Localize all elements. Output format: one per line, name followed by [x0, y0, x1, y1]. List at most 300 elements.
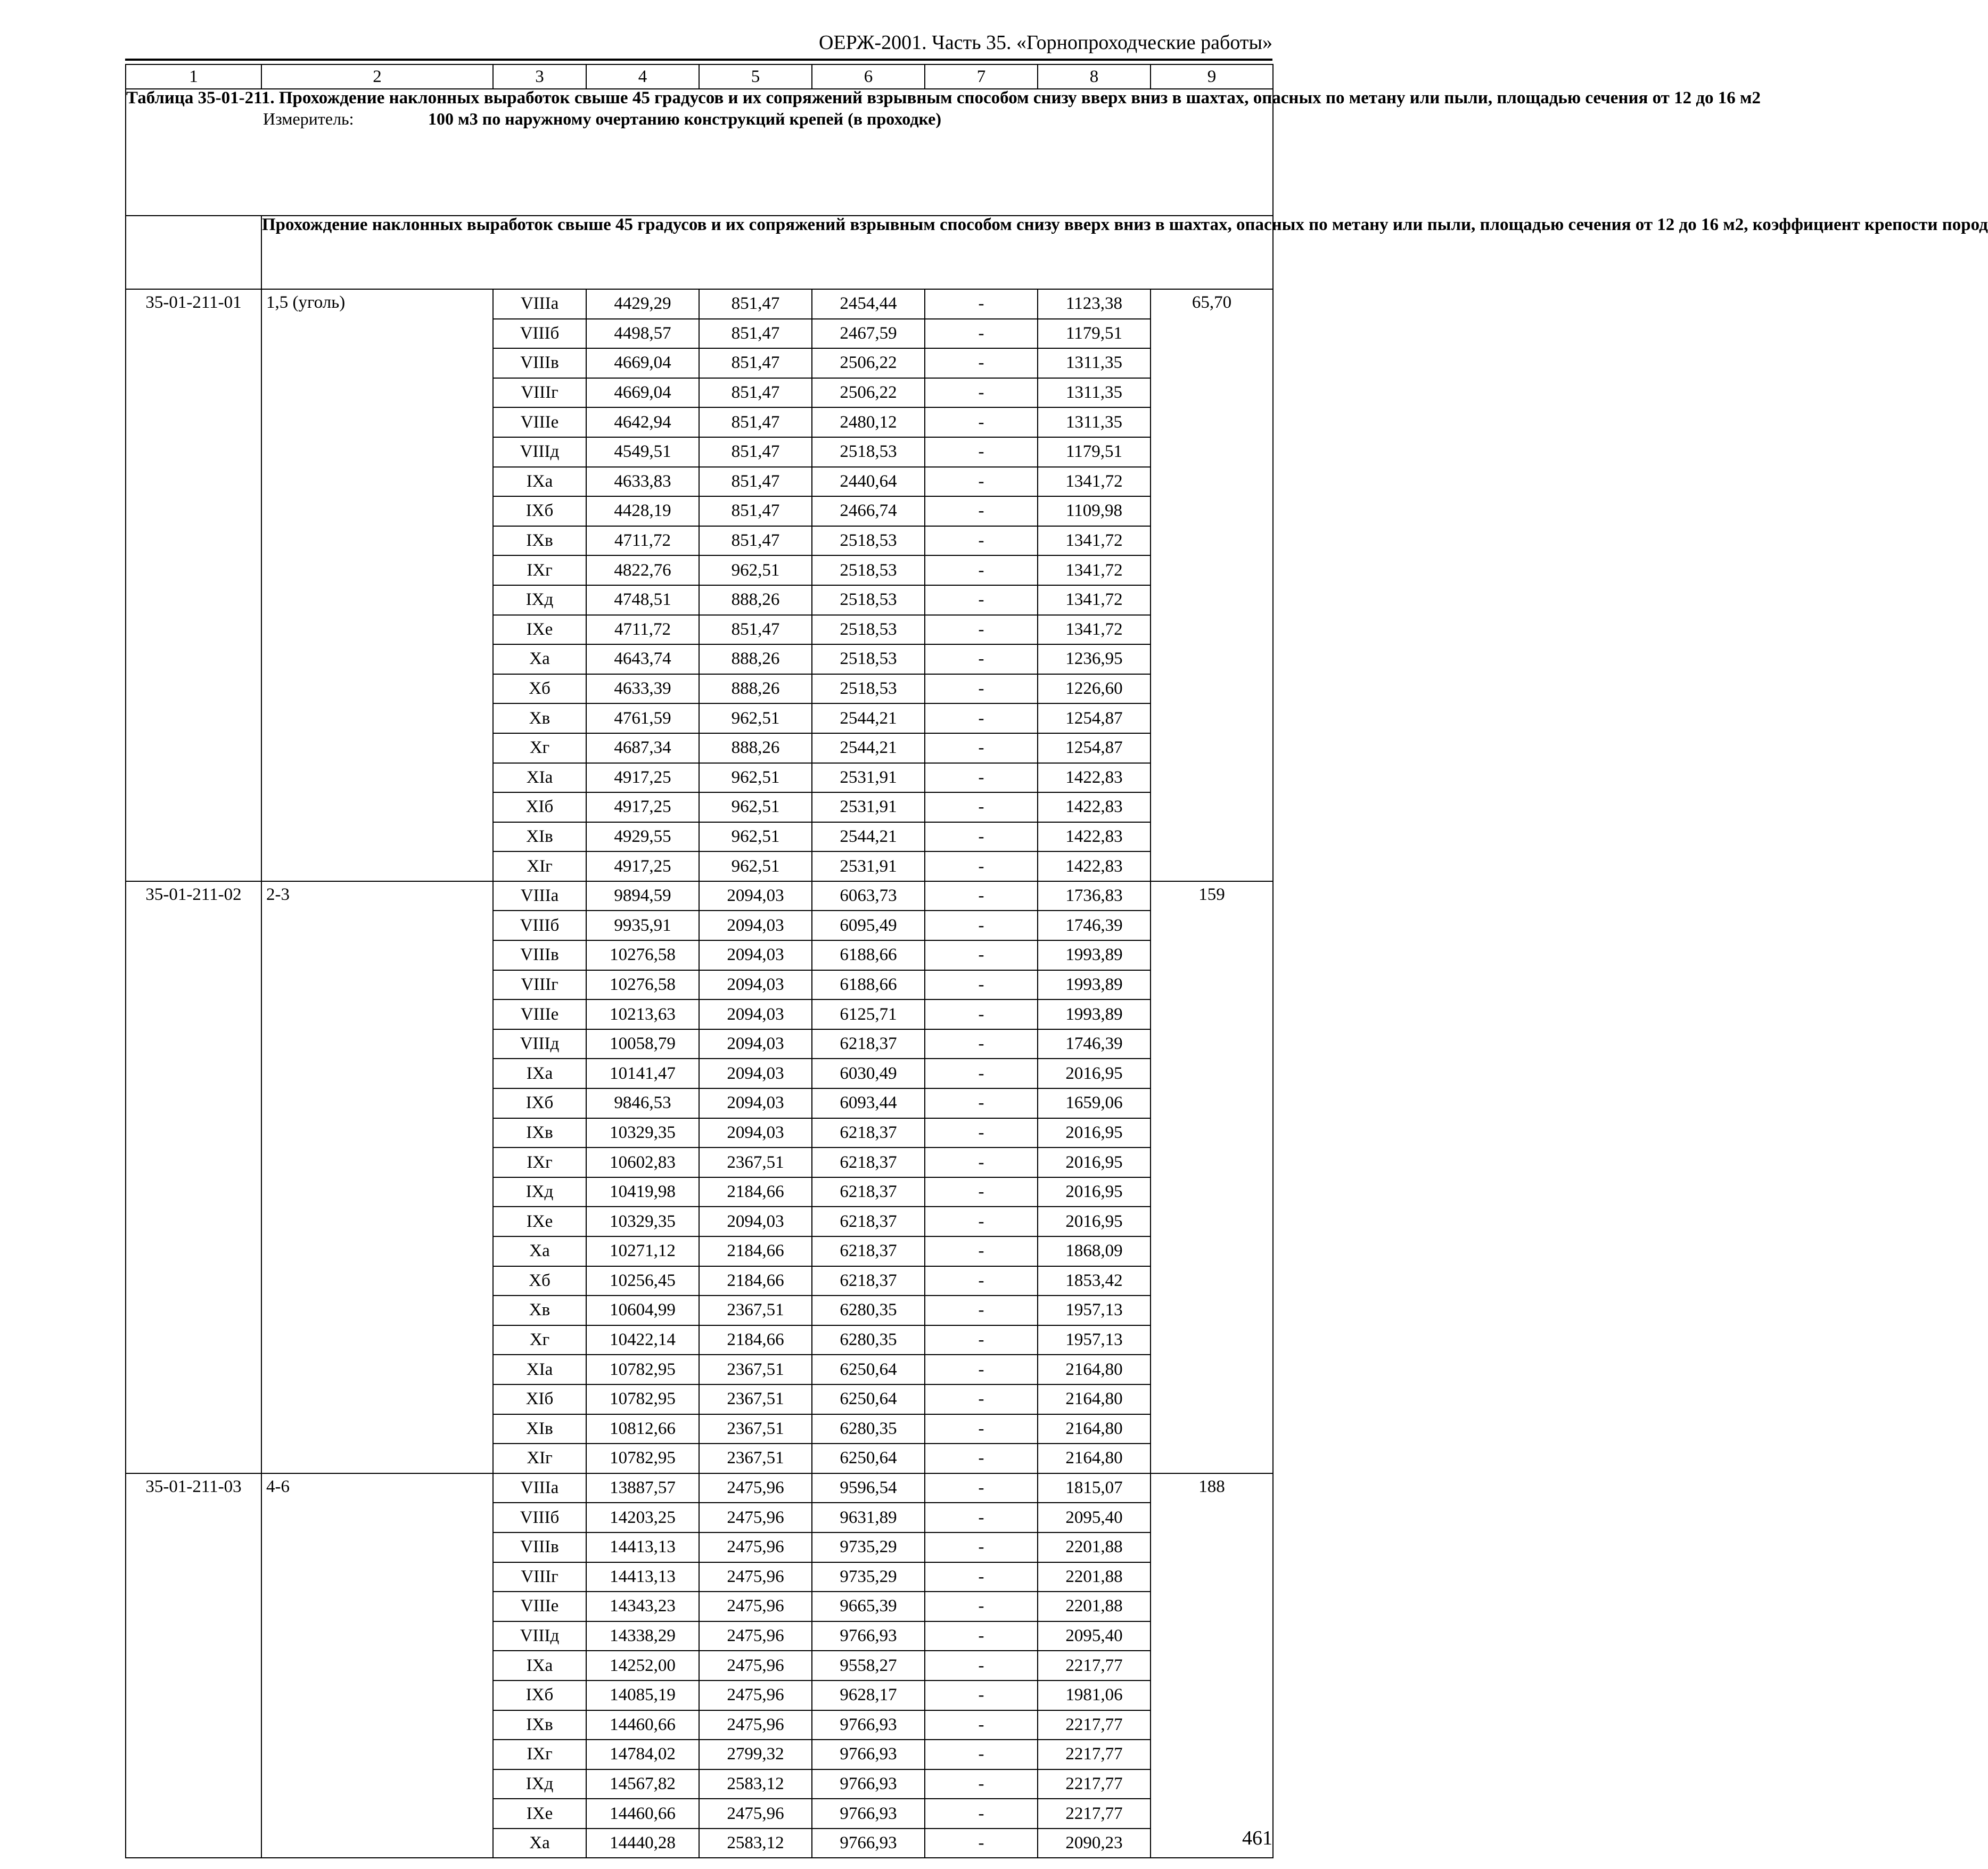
- total-cost-cell: 10419,98: [586, 1177, 699, 1207]
- table-row: [126, 1473, 1273, 1503]
- materials-cost-cell: 1736,83: [1038, 881, 1151, 911]
- materials-cost-cell: 2217,77: [1038, 1710, 1151, 1740]
- total-cost-cell: 14440,28: [586, 1829, 699, 1858]
- materials-cost-cell: 2164,80: [1038, 1355, 1151, 1384]
- total-cost-cell: 10329,35: [586, 1207, 699, 1236]
- column-number: 3: [493, 64, 586, 89]
- materials-cost-cell: 2164,80: [1038, 1414, 1151, 1444]
- labor-cost-cell: 2367,51: [699, 1444, 812, 1473]
- driver-wage-cell: -: [925, 851, 1038, 881]
- column-number: 8: [1038, 64, 1151, 89]
- labor-cost-cell: 962,51: [699, 851, 812, 881]
- machine-cost-cell: 9596,54: [812, 1473, 925, 1503]
- total-cost-cell: 4687,34: [586, 733, 699, 763]
- labor-cost-cell: 851,47: [699, 407, 812, 437]
- section-type-cell: VIIIв: [493, 1532, 586, 1562]
- section-type-cell: XIб: [493, 792, 586, 822]
- driver-wage-cell: -: [925, 1355, 1038, 1384]
- norm-code-cell: 35-01-211-02: [126, 881, 261, 1473]
- machine-cost-cell: 2544,21: [812, 822, 925, 852]
- materials-cost-cell: 1993,89: [1038, 999, 1151, 1029]
- driver-wage-cell: -: [925, 1177, 1038, 1207]
- table-title-row: [126, 89, 1273, 216]
- total-cost-cell: 10276,58: [586, 970, 699, 1000]
- labor-cost-cell: 2583,12: [699, 1829, 812, 1858]
- labor-cost-cell: 888,26: [699, 733, 812, 763]
- materials-cost-cell: 1422,83: [1038, 792, 1151, 822]
- materials-cost-cell: 1659,06: [1038, 1088, 1151, 1118]
- total-cost-cell: 10141,47: [586, 1059, 699, 1088]
- materials-cost-cell: 2090,23: [1038, 1829, 1151, 1858]
- norm-code-cell: 35-01-211-03: [126, 1473, 261, 1858]
- materials-cost-cell: 2217,77: [1038, 1651, 1151, 1681]
- labor-cost-cell: 851,47: [699, 526, 812, 556]
- materials-cost-cell: 2201,88: [1038, 1592, 1151, 1621]
- column9-value-cell: 65,70: [1151, 289, 1273, 881]
- total-cost-cell: 4917,25: [586, 792, 699, 822]
- labor-cost-cell: 2475,96: [699, 1681, 812, 1710]
- materials-cost-cell: 1311,35: [1038, 378, 1151, 408]
- machine-cost-cell: 6093,44: [812, 1088, 925, 1118]
- labor-cost-cell: 962,51: [699, 763, 812, 793]
- driver-wage-cell: -: [925, 674, 1038, 704]
- machine-cost-cell: 2544,21: [812, 733, 925, 763]
- materials-cost-cell: 1123,38: [1038, 289, 1151, 319]
- machine-cost-cell: 9766,93: [812, 1710, 925, 1740]
- total-cost-cell: 4643,74: [586, 644, 699, 674]
- driver-wage-cell: -: [925, 1473, 1038, 1503]
- driver-wage-cell: -: [925, 999, 1038, 1029]
- machine-cost-cell: 6280,35: [812, 1296, 925, 1325]
- total-cost-cell: 10256,45: [586, 1266, 699, 1296]
- section-type-cell: IXд: [493, 585, 586, 615]
- materials-cost-cell: 2217,77: [1038, 1769, 1151, 1799]
- driver-wage-cell: -: [925, 703, 1038, 733]
- materials-cost-cell: 1179,51: [1038, 437, 1151, 467]
- machine-cost-cell: 2518,53: [812, 674, 925, 704]
- driver-wage-cell: -: [925, 1799, 1038, 1829]
- section-type-cell: IXа: [493, 1059, 586, 1088]
- machine-cost-cell: 6063,73: [812, 881, 925, 911]
- materials-cost-cell: 2016,95: [1038, 1207, 1151, 1236]
- driver-wage-cell: -: [925, 1059, 1038, 1088]
- section-type-cell: IXа: [493, 1651, 586, 1681]
- column-number-row: [126, 64, 1273, 89]
- total-cost-cell: 14203,25: [586, 1503, 699, 1532]
- labor-cost-cell: 851,47: [699, 319, 812, 349]
- section-type-cell: VIIIб: [493, 1503, 586, 1532]
- total-cost-cell: 10422,14: [586, 1325, 699, 1355]
- materials-cost-cell: 1341,72: [1038, 555, 1151, 585]
- driver-wage-cell: -: [925, 1266, 1038, 1296]
- driver-wage-cell: -: [925, 526, 1038, 556]
- driver-wage-cell: -: [925, 1829, 1038, 1858]
- materials-cost-cell: 1422,83: [1038, 822, 1151, 852]
- labor-cost-cell: 2184,66: [699, 1325, 812, 1355]
- machine-cost-cell: 6030,49: [812, 1059, 925, 1088]
- labor-cost-cell: 2184,66: [699, 1177, 812, 1207]
- labor-cost-cell: 2184,66: [699, 1266, 812, 1296]
- materials-cost-cell: 1311,35: [1038, 348, 1151, 378]
- machine-cost-cell: 2518,53: [812, 526, 925, 556]
- machine-cost-cell: 6280,35: [812, 1325, 925, 1355]
- section-type-cell: VIIIд: [493, 437, 586, 467]
- labor-cost-cell: 2475,96: [699, 1592, 812, 1621]
- total-cost-cell: 4633,83: [586, 467, 699, 497]
- total-cost-cell: 10782,95: [586, 1444, 699, 1473]
- machine-cost-cell: 9735,29: [812, 1532, 925, 1562]
- materials-cost-cell: 1868,09: [1038, 1236, 1151, 1266]
- machine-cost-cell: 6250,64: [812, 1444, 925, 1473]
- section-type-cell: VIIIд: [493, 1621, 586, 1651]
- column9-value-cell: 159: [1151, 881, 1273, 1473]
- driver-wage-cell: -: [925, 1296, 1038, 1325]
- materials-cost-cell: 2016,95: [1038, 1118, 1151, 1148]
- total-cost-cell: 14252,00: [586, 1651, 699, 1681]
- section-type-cell: IXе: [493, 1799, 586, 1829]
- driver-wage-cell: -: [925, 378, 1038, 408]
- driver-wage-cell: -: [925, 585, 1038, 615]
- materials-cost-cell: 1422,83: [1038, 763, 1151, 793]
- driver-wage-cell: -: [925, 1651, 1038, 1681]
- total-cost-cell: 4642,94: [586, 407, 699, 437]
- driver-wage-cell: -: [925, 319, 1038, 349]
- section-type-cell: XIб: [493, 1384, 586, 1414]
- section-type-cell: IXв: [493, 1710, 586, 1740]
- materials-cost-cell: 2016,95: [1038, 1059, 1151, 1088]
- column-number: 5: [699, 64, 812, 89]
- machine-cost-cell: 2467,59: [812, 319, 925, 349]
- labor-cost-cell: 2094,03: [699, 1088, 812, 1118]
- machine-cost-cell: 6218,37: [812, 1118, 925, 1148]
- total-cost-cell: 14085,19: [586, 1681, 699, 1710]
- driver-wage-cell: -: [925, 1147, 1038, 1177]
- labor-cost-cell: 851,47: [699, 289, 812, 319]
- total-cost-cell: 14413,13: [586, 1532, 699, 1562]
- materials-cost-cell: 1341,72: [1038, 526, 1151, 556]
- section-type-cell: XIг: [493, 851, 586, 881]
- total-cost-cell: 14413,13: [586, 1562, 699, 1592]
- materials-cost-cell: 1254,87: [1038, 703, 1151, 733]
- column-number: 7: [925, 64, 1038, 89]
- section-description-row: [126, 216, 1273, 289]
- materials-cost-cell: 1853,42: [1038, 1266, 1151, 1296]
- materials-cost-cell: 1311,35: [1038, 407, 1151, 437]
- labor-cost-cell: 851,47: [699, 348, 812, 378]
- total-cost-cell: 14567,82: [586, 1769, 699, 1799]
- machine-cost-cell: 2440,64: [812, 467, 925, 497]
- labor-cost-cell: 888,26: [699, 585, 812, 615]
- labor-cost-cell: 888,26: [699, 644, 812, 674]
- materials-cost-cell: 2217,77: [1038, 1740, 1151, 1769]
- materials-cost-cell: 1993,89: [1038, 970, 1151, 1000]
- total-cost-cell: 4428,19: [586, 496, 699, 526]
- section-type-cell: Xа: [493, 644, 586, 674]
- driver-wage-cell: -: [925, 1414, 1038, 1444]
- materials-cost-cell: 2095,40: [1038, 1621, 1151, 1651]
- section-type-cell: VIIIа: [493, 1473, 586, 1503]
- materials-cost-cell: 1226,60: [1038, 674, 1151, 704]
- labor-cost-cell: 2094,03: [699, 970, 812, 1000]
- section-type-cell: VIIIд: [493, 1029, 586, 1059]
- labor-cost-cell: 2475,96: [699, 1799, 812, 1829]
- driver-wage-cell: -: [925, 555, 1038, 585]
- driver-wage-cell: -: [925, 1769, 1038, 1799]
- materials-cost-cell: 1815,07: [1038, 1473, 1151, 1503]
- machine-cost-cell: 6218,37: [812, 1147, 925, 1177]
- materials-cost-cell: 1179,51: [1038, 319, 1151, 349]
- labor-cost-cell: 2094,03: [699, 1118, 812, 1148]
- materials-cost-cell: 1422,83: [1038, 851, 1151, 881]
- machine-cost-cell: 6250,64: [812, 1355, 925, 1384]
- machine-cost-cell: 9766,93: [812, 1829, 925, 1858]
- total-cost-cell: 4761,59: [586, 703, 699, 733]
- section-type-cell: VIIIг: [493, 970, 586, 1000]
- driver-wage-cell: -: [925, 881, 1038, 911]
- machine-cost-cell: 9665,39: [812, 1592, 925, 1621]
- labor-cost-cell: 2475,96: [699, 1503, 812, 1532]
- section-type-cell: VIIIе: [493, 407, 586, 437]
- column-number: 6: [812, 64, 925, 89]
- labor-cost-cell: 2367,51: [699, 1296, 812, 1325]
- labor-cost-cell: 2094,03: [699, 911, 812, 940]
- labor-cost-cell: 2094,03: [699, 940, 812, 970]
- machine-cost-cell: 9766,93: [812, 1799, 925, 1829]
- driver-wage-cell: -: [925, 911, 1038, 940]
- materials-cost-cell: 2016,95: [1038, 1147, 1151, 1177]
- materials-cost-cell: 1341,72: [1038, 615, 1151, 645]
- header-rule: [125, 59, 1272, 61]
- machine-cost-cell: 2518,53: [812, 437, 925, 467]
- labor-cost-cell: 2367,51: [699, 1355, 812, 1384]
- total-cost-cell: 10602,83: [586, 1147, 699, 1177]
- materials-cost-cell: 1341,72: [1038, 467, 1151, 497]
- machine-cost-cell: 2518,53: [812, 644, 925, 674]
- driver-wage-cell: -: [925, 1325, 1038, 1355]
- driver-wage-cell: -: [925, 1503, 1038, 1532]
- section-type-cell: Xв: [493, 703, 586, 733]
- total-cost-cell: 9935,91: [586, 911, 699, 940]
- section-type-cell: IXг: [493, 1740, 586, 1769]
- driver-wage-cell: -: [925, 970, 1038, 1000]
- machine-cost-cell: 6188,66: [812, 970, 925, 1000]
- labor-cost-cell: 888,26: [699, 674, 812, 704]
- section-type-cell: Xв: [493, 1296, 586, 1325]
- total-cost-cell: 4429,29: [586, 289, 699, 319]
- materials-cost-cell: 2164,80: [1038, 1444, 1151, 1473]
- section-type-cell: Xг: [493, 733, 586, 763]
- driver-wage-cell: -: [925, 1710, 1038, 1740]
- driver-wage-cell: -: [925, 1207, 1038, 1236]
- section-type-cell: Xб: [493, 1266, 586, 1296]
- machine-cost-cell: 2531,91: [812, 792, 925, 822]
- measure-line: [126, 108, 1272, 129]
- labor-cost-cell: 2367,51: [699, 1414, 812, 1444]
- driver-wage-cell: -: [925, 1029, 1038, 1059]
- labor-cost-cell: 2475,96: [699, 1562, 812, 1592]
- materials-cost-cell: 1981,06: [1038, 1681, 1151, 1710]
- section-type-cell: IXб: [493, 496, 586, 526]
- section-type-cell: VIIIг: [493, 378, 586, 408]
- total-cost-cell: 4711,72: [586, 526, 699, 556]
- machine-cost-cell: 2480,12: [812, 407, 925, 437]
- driver-wage-cell: -: [925, 407, 1038, 437]
- measure-value: 100 м3 по наружному очертанию конструкций крепей (в проходке): [428, 109, 942, 128]
- section-type-cell: IXв: [493, 1118, 586, 1148]
- total-cost-cell: 10782,95: [586, 1384, 699, 1414]
- machine-cost-cell: 6250,64: [812, 1384, 925, 1414]
- section-type-cell: Xа: [493, 1236, 586, 1266]
- driver-wage-cell: -: [925, 1236, 1038, 1266]
- machine-cost-cell: 9766,93: [812, 1621, 925, 1651]
- section-type-cell: VIIIе: [493, 1592, 586, 1621]
- driver-wage-cell: -: [925, 1384, 1038, 1414]
- labor-cost-cell: 2367,51: [699, 1147, 812, 1177]
- section-type-cell: XIг: [493, 1444, 586, 1473]
- total-cost-cell: 4549,51: [586, 437, 699, 467]
- section-type-cell: IXг: [493, 555, 586, 585]
- total-cost-cell: 4917,25: [586, 763, 699, 793]
- driver-wage-cell: -: [925, 644, 1038, 674]
- machine-cost-cell: 6125,71: [812, 999, 925, 1029]
- rock-strength-cell: 1,5 (уголь): [261, 289, 493, 881]
- labor-cost-cell: 2799,32: [699, 1740, 812, 1769]
- machine-cost-cell: 6218,37: [812, 1177, 925, 1207]
- labor-cost-cell: 2367,51: [699, 1384, 812, 1414]
- labor-cost-cell: 2475,96: [699, 1532, 812, 1562]
- section-type-cell: IXд: [493, 1177, 586, 1207]
- total-cost-cell: 4711,72: [586, 615, 699, 645]
- materials-cost-cell: 2016,95: [1038, 1177, 1151, 1207]
- section-type-cell: XIа: [493, 1355, 586, 1384]
- section-type-cell: IXг: [493, 1147, 586, 1177]
- labor-cost-cell: 851,47: [699, 615, 812, 645]
- labor-cost-cell: 2094,03: [699, 999, 812, 1029]
- machine-cost-cell: 9558,27: [812, 1651, 925, 1681]
- labor-cost-cell: 2583,12: [699, 1769, 812, 1799]
- machine-cost-cell: 6218,37: [812, 1207, 925, 1236]
- driver-wage-cell: -: [925, 1562, 1038, 1592]
- driver-wage-cell: -: [925, 763, 1038, 793]
- machine-cost-cell: 2518,53: [812, 555, 925, 585]
- labor-cost-cell: 962,51: [699, 822, 812, 852]
- total-cost-cell: 10812,66: [586, 1414, 699, 1444]
- machine-cost-cell: 2518,53: [812, 585, 925, 615]
- labor-cost-cell: 2094,03: [699, 1029, 812, 1059]
- machine-cost-cell: 9628,17: [812, 1681, 925, 1710]
- section-type-cell: VIIIа: [493, 289, 586, 319]
- labor-cost-cell: 2094,03: [699, 881, 812, 911]
- materials-cost-cell: 2201,88: [1038, 1562, 1151, 1592]
- total-cost-cell: 4748,51: [586, 585, 699, 615]
- column-number: 9: [1151, 64, 1273, 89]
- driver-wage-cell: -: [925, 822, 1038, 852]
- materials-cost-cell: 1254,87: [1038, 733, 1151, 763]
- section-type-cell: IXв: [493, 526, 586, 556]
- machine-cost-cell: 2531,91: [812, 763, 925, 793]
- machine-cost-cell: 9766,93: [812, 1769, 925, 1799]
- machine-cost-cell: 2506,22: [812, 378, 925, 408]
- machine-cost-cell: 6280,35: [812, 1414, 925, 1444]
- section-type-cell: IXа: [493, 467, 586, 497]
- materials-cost-cell: 1341,72: [1038, 585, 1151, 615]
- machine-cost-cell: 2506,22: [812, 348, 925, 378]
- total-cost-cell: 4917,25: [586, 851, 699, 881]
- column-number: 1: [126, 64, 261, 89]
- section-type-cell: XIа: [493, 763, 586, 793]
- norms-table: [125, 64, 1988, 1858]
- table-title-cell: [126, 88, 1761, 216]
- materials-cost-cell: 1746,39: [1038, 911, 1151, 940]
- section-type-cell: VIIIб: [493, 911, 586, 940]
- section-type-cell: Xг: [493, 1325, 586, 1355]
- materials-cost-cell: 1236,95: [1038, 644, 1151, 674]
- labor-cost-cell: 851,47: [699, 437, 812, 467]
- materials-cost-cell: 1993,89: [1038, 940, 1151, 970]
- machine-cost-cell: 2518,53: [812, 615, 925, 645]
- labor-cost-cell: 962,51: [699, 555, 812, 585]
- column-number: 4: [586, 64, 699, 89]
- machine-cost-cell: 9631,89: [812, 1503, 925, 1532]
- section-type-cell: VIIIв: [493, 940, 586, 970]
- section-type-cell: VIIIг: [493, 1562, 586, 1592]
- machine-cost-cell: 6218,37: [812, 1266, 925, 1296]
- labor-cost-cell: 851,47: [699, 378, 812, 408]
- materials-cost-cell: 2217,77: [1038, 1799, 1151, 1829]
- labor-cost-cell: 2475,96: [699, 1651, 812, 1681]
- total-cost-cell: 10604,99: [586, 1296, 699, 1325]
- driver-wage-cell: -: [925, 1740, 1038, 1769]
- section-type-cell: XIв: [493, 822, 586, 852]
- section-type-cell: IXб: [493, 1088, 586, 1118]
- total-cost-cell: 14460,66: [586, 1799, 699, 1829]
- section-type-cell: XIв: [493, 1414, 586, 1444]
- labor-cost-cell: 2475,96: [699, 1710, 812, 1740]
- driver-wage-cell: -: [925, 1681, 1038, 1710]
- total-cost-cell: 10329,35: [586, 1118, 699, 1148]
- total-cost-cell: 10058,79: [586, 1029, 699, 1059]
- total-cost-cell: 4669,04: [586, 348, 699, 378]
- labor-cost-cell: 2475,96: [699, 1621, 812, 1651]
- machine-cost-cell: 9766,93: [812, 1740, 925, 1769]
- total-cost-cell: 4822,76: [586, 555, 699, 585]
- norm-code-cell: 35-01-211-01: [126, 289, 261, 881]
- labor-cost-cell: 2094,03: [699, 1059, 812, 1088]
- machine-cost-cell: 2466,74: [812, 496, 925, 526]
- rock-strength-cell: 4-6: [261, 1473, 493, 1858]
- empty-cell: [126, 216, 261, 289]
- total-cost-cell: 13887,57: [586, 1473, 699, 1503]
- running-header: ОЕРЖ-2001. Часть 35. «Горнопроходческие работы»: [819, 31, 1272, 54]
- section-type-cell: VIIIе: [493, 999, 586, 1029]
- labor-cost-cell: 962,51: [699, 792, 812, 822]
- driver-wage-cell: -: [925, 1444, 1038, 1473]
- section-type-cell: VIIIб: [493, 319, 586, 349]
- driver-wage-cell: -: [925, 437, 1038, 467]
- page-number: 461: [1242, 1827, 1272, 1849]
- total-cost-cell: 14338,29: [586, 1621, 699, 1651]
- section-type-cell: VIIIа: [493, 881, 586, 911]
- driver-wage-cell: -: [925, 792, 1038, 822]
- materials-cost-cell: 1957,13: [1038, 1296, 1151, 1325]
- section-type-cell: IXе: [493, 1207, 586, 1236]
- materials-cost-cell: 1746,39: [1038, 1029, 1151, 1059]
- machine-cost-cell: 6218,37: [812, 1029, 925, 1059]
- driver-wage-cell: -: [925, 1532, 1038, 1562]
- machine-cost-cell: 2544,21: [812, 703, 925, 733]
- driver-wage-cell: -: [925, 615, 1038, 645]
- labor-cost-cell: 2184,66: [699, 1236, 812, 1266]
